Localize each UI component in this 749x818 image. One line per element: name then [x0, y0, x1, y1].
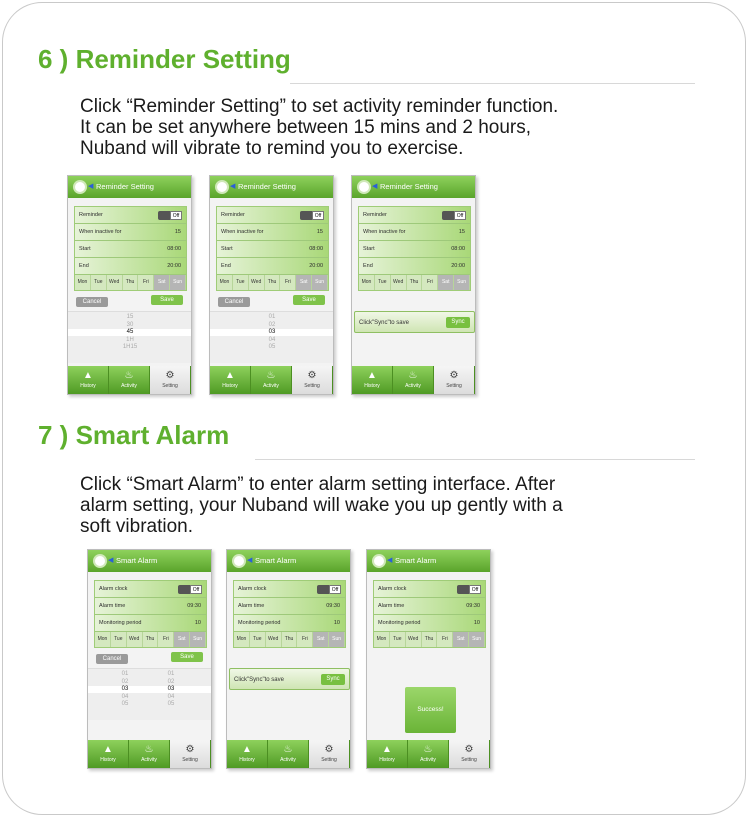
toggle-state: Off [190, 585, 202, 594]
picker-option[interactable]: 03 [121, 686, 129, 692]
picker-option[interactable]: 02 [121, 678, 129, 685]
sync-prompt-text: Click"Sync"to save [359, 320, 409, 326]
gear-icon: ⚙ [464, 744, 474, 755]
row-label: Reminder [221, 212, 245, 218]
row-value: 09:30 [326, 603, 340, 609]
tab-label: Activity [263, 383, 279, 389]
bottom-tab-bar [367, 740, 490, 768]
row-label: Monitoring period [378, 620, 421, 626]
settings-row[interactable] [234, 581, 345, 598]
row-label: Monitoring period [99, 620, 142, 626]
toggle-switch[interactable] [457, 585, 481, 594]
toggle-switch[interactable] [300, 211, 324, 220]
chart-icon: ▲ [225, 370, 235, 381]
weekday-toggle[interactable]: Mon [359, 275, 375, 290]
toggle-state: Off [312, 211, 324, 220]
picker-option[interactable]: 1H [126, 336, 134, 343]
weekday-toggle[interactable]: Wed [406, 632, 422, 647]
picker-option[interactable]: 05 [167, 701, 175, 707]
row-value: 09:30 [187, 603, 201, 609]
tab-setting[interactable] [170, 740, 211, 768]
row-label: When inactive for [221, 229, 264, 235]
toggle-state: Off [469, 585, 481, 594]
phone-screenshot [67, 175, 192, 395]
row-label: Reminder [79, 212, 103, 218]
tab-label: History [379, 757, 395, 763]
weekday-toggle[interactable]: Sun [454, 275, 470, 290]
sync-prompt [354, 311, 475, 333]
weekday-toggle[interactable]: Tue [233, 275, 249, 290]
tab-history[interactable] [227, 740, 268, 768]
flame-icon: ♨ [124, 370, 134, 381]
settings-row[interactable] [359, 241, 470, 258]
tab-label: Activity [405, 383, 421, 389]
picker-option[interactable]: 15 [126, 314, 134, 320]
weekday-toggle[interactable]: Mon [75, 275, 91, 290]
tab-label: Activity [121, 383, 137, 389]
tab-setting[interactable] [449, 740, 490, 768]
phone-screenshot [351, 175, 476, 395]
tab-label: History [239, 757, 255, 763]
section-heading-alarm: 7 ) Smart Alarm [38, 420, 230, 450]
gear-icon: ⚙ [449, 370, 459, 381]
row-value: 15 [174, 229, 181, 235]
bottom-tab-bar [227, 740, 350, 768]
screen-title: Reminder Setting [96, 182, 154, 191]
settings-row[interactable] [374, 615, 485, 632]
toggle-switch[interactable] [317, 585, 341, 594]
value-picker[interactable] [210, 311, 333, 363]
row-label: Start [363, 246, 375, 252]
row-label: Alarm clock [238, 586, 267, 592]
app-logo-icon [215, 180, 229, 194]
row-value: 09:30 [466, 603, 480, 609]
save-button[interactable]: Save [293, 295, 325, 305]
settings-row[interactable] [95, 615, 206, 632]
row-label: End [363, 263, 373, 269]
tab-history[interactable] [88, 740, 129, 768]
row-label: Alarm time [99, 603, 126, 609]
chart-icon: ▲ [242, 744, 252, 755]
picker-option[interactable]: 04 [167, 693, 175, 700]
weekday-toggle[interactable]: Thu [123, 275, 139, 290]
flame-icon: ♨ [423, 744, 433, 755]
weekday-toggle[interactable]: Mon [374, 632, 390, 647]
screen-title: Smart Alarm [395, 556, 437, 565]
tab-setting[interactable] [434, 366, 475, 394]
row-label: Reminder [363, 212, 387, 218]
weekday-toggle[interactable]: Thu [407, 275, 423, 290]
weekday-toggle[interactable]: Mon [95, 632, 111, 647]
screen-title: Smart Alarm [255, 556, 297, 565]
phone-screenshot [209, 175, 334, 395]
picker-option[interactable]: 45 [126, 329, 134, 335]
picker-column[interactable] [156, 671, 186, 709]
row-label: Monitoring period [238, 620, 281, 626]
weekday-toggle[interactable]: Fri [422, 275, 438, 290]
row-value: 10 [473, 620, 480, 626]
success-message: Success! [405, 687, 456, 733]
picker-option[interactable]: 03 [268, 329, 276, 335]
weekday-toggle[interactable]: Wed [127, 632, 143, 647]
weekday-toggle[interactable]: Sat [438, 275, 454, 290]
bottom-tab-bar [352, 366, 475, 394]
row-label: When inactive for [79, 229, 122, 235]
row-value: 10 [194, 620, 201, 626]
app-logo-icon [93, 554, 107, 568]
weekday-toggle[interactable]: Tue [91, 275, 107, 290]
weekday-toggle[interactable]: Tue [375, 275, 391, 290]
tab-activity[interactable] [268, 740, 309, 768]
tab-history[interactable] [352, 366, 393, 394]
picker-option[interactable]: 02 [268, 321, 276, 328]
row-value: 08:00 [309, 246, 323, 252]
row-value: 10 [333, 620, 340, 626]
tab-history[interactable] [210, 366, 251, 394]
weekday-toggle[interactable]: Thu [282, 632, 298, 647]
app-title-bar [352, 176, 475, 198]
weekday-toggle[interactable]: Thu [265, 275, 281, 290]
weekday-toggle[interactable]: Thu [143, 632, 159, 647]
weekday-toggle[interactable]: Wed [391, 275, 407, 290]
flame-icon: ♨ [283, 744, 293, 755]
paragraph-line: soft vibration. [80, 516, 193, 537]
toggle-switch[interactable] [178, 585, 202, 594]
settings-row[interactable] [217, 258, 328, 275]
gear-icon: ⚙ [165, 370, 175, 381]
settings-row[interactable] [75, 241, 186, 258]
settings-row[interactable] [217, 207, 328, 224]
picker-option[interactable]: 03 [167, 686, 175, 692]
phone-screenshot [366, 549, 491, 769]
tab-label: History [100, 757, 116, 763]
row-label: Alarm time [238, 603, 265, 609]
weekday-toggle[interactable]: Tue [390, 632, 406, 647]
flame-icon: ♨ [408, 370, 418, 381]
settings-row[interactable] [75, 207, 186, 224]
tab-label: History [80, 383, 96, 389]
cancel-button[interactable]: Cancel [76, 297, 108, 307]
settings-row[interactable] [374, 581, 485, 598]
row-label: Alarm clock [378, 586, 407, 592]
weekday-toggle[interactable]: Wed [249, 275, 265, 290]
settings-row[interactable] [359, 207, 470, 224]
tab-activity[interactable] [408, 740, 449, 768]
row-value: 15 [316, 229, 323, 235]
app-title-bar [227, 550, 350, 572]
weekday-toggle[interactable]: Fri [437, 632, 453, 647]
picker-option[interactable]: 02 [167, 678, 175, 685]
section-paragraph-reminder [80, 96, 680, 159]
back-arrow-icon[interactable]: ◀ [247, 557, 253, 564]
row-label: Start [221, 246, 233, 252]
bottom-tab-bar [210, 366, 333, 394]
sync-prompt [229, 668, 350, 690]
row-value: 08:00 [167, 246, 181, 252]
settings-row[interactable] [234, 598, 345, 615]
picker-option[interactable]: 01 [167, 671, 175, 677]
picker-selection-bar [88, 686, 211, 693]
weekday-selector [374, 632, 485, 647]
save-button[interactable]: Save [171, 652, 203, 662]
row-value: 20:00 [167, 263, 181, 269]
picker-option[interactable]: 01 [121, 671, 129, 677]
tab-activity[interactable] [109, 366, 150, 394]
settings-list [358, 206, 471, 291]
weekday-selector [75, 275, 186, 290]
phone-screenshot [87, 549, 212, 769]
phone-screenshot [226, 549, 351, 769]
save-button[interactable]: Save [151, 295, 183, 305]
weekday-toggle[interactable]: Mon [234, 632, 250, 647]
weekday-toggle[interactable]: Thu [422, 632, 438, 647]
back-arrow-icon[interactable]: ◀ [88, 183, 94, 190]
picker-column[interactable] [115, 314, 145, 352]
tab-label: Setting [321, 757, 337, 763]
settings-list [216, 206, 329, 291]
settings-row[interactable] [234, 615, 345, 632]
row-value: 20:00 [451, 263, 465, 269]
weekday-toggle[interactable]: Wed [266, 632, 282, 647]
section-paragraph-alarm [80, 474, 680, 537]
row-label: End [79, 263, 89, 269]
flame-icon: ♨ [144, 744, 154, 755]
tab-activity[interactable] [393, 366, 434, 394]
settings-row[interactable] [95, 598, 206, 615]
tab-label: Setting [162, 383, 178, 389]
weekday-toggle[interactable]: Mon [217, 275, 233, 290]
settings-row[interactable] [217, 241, 328, 258]
tab-label: Setting [304, 383, 320, 389]
row-value: 20:00 [309, 263, 323, 269]
weekday-toggle[interactable]: Sun [469, 632, 485, 647]
app-title-bar [68, 176, 191, 198]
tab-label: History [364, 383, 380, 389]
tab-activity[interactable] [251, 366, 292, 394]
tab-setting[interactable] [292, 366, 333, 394]
tab-label: History [222, 383, 238, 389]
flame-icon: ♨ [266, 370, 276, 381]
picker-option[interactable]: 04 [121, 693, 129, 700]
weekday-toggle[interactable]: Fri [297, 632, 313, 647]
settings-row[interactable] [217, 224, 328, 241]
picker-option[interactable]: 1H15 [122, 344, 138, 350]
settings-list [373, 580, 486, 648]
app-logo-icon [73, 180, 87, 194]
weekday-selector [234, 632, 345, 647]
back-arrow-icon[interactable]: ◀ [230, 183, 236, 190]
section-heading-reminder: 6 ) Reminder Setting [38, 44, 291, 74]
screen-title: Reminder Setting [238, 182, 296, 191]
heading-divider [290, 83, 695, 84]
cancel-button[interactable]: Cancel [218, 297, 250, 307]
paragraph-line: Click “Smart Alarm” to enter alarm setting interface. After [80, 474, 556, 495]
settings-list [94, 580, 207, 648]
gear-icon: ⚙ [185, 744, 195, 755]
settings-list [74, 206, 187, 291]
settings-row[interactable] [75, 258, 186, 275]
weekday-toggle[interactable]: Tue [250, 632, 266, 647]
tab-setting[interactable] [309, 740, 350, 768]
screen-title: Smart Alarm [116, 556, 158, 565]
row-label: When inactive for [363, 229, 406, 235]
tab-label: Activity [280, 757, 296, 763]
tab-history[interactable] [68, 366, 109, 394]
row-label: End [221, 263, 231, 269]
app-title-bar [210, 176, 333, 198]
sync-prompt-text: Click"Sync"to save [234, 677, 284, 683]
gear-icon: ⚙ [324, 744, 334, 755]
picker-option[interactable]: 05 [268, 344, 276, 350]
picker-column[interactable] [257, 314, 287, 352]
chart-icon: ▲ [382, 744, 392, 755]
tab-activity[interactable] [129, 740, 170, 768]
toggle-switch[interactable] [158, 211, 182, 220]
weekday-toggle[interactable]: Sun [170, 275, 186, 290]
weekday-toggle[interactable]: Sun [329, 632, 345, 647]
weekday-toggle[interactable]: Tue [111, 632, 127, 647]
tab-label: Setting [446, 383, 462, 389]
app-title-bar [88, 550, 211, 572]
weekday-toggle[interactable]: Wed [107, 275, 123, 290]
picker-option[interactable]: 01 [268, 314, 276, 320]
sync-button[interactable]: Sync [446, 317, 470, 328]
bottom-tab-bar [68, 366, 191, 394]
tab-setting[interactable] [150, 366, 191, 394]
weekday-toggle[interactable]: Sun [312, 275, 328, 290]
chart-icon: ▲ [103, 744, 113, 755]
bottom-tab-bar [88, 740, 211, 768]
weekday-toggle[interactable]: Sat [174, 632, 190, 647]
row-label: Alarm time [378, 603, 405, 609]
settings-list [233, 580, 346, 648]
weekday-toggle[interactable]: Sat [313, 632, 329, 647]
weekday-selector [359, 275, 470, 290]
paragraph-line: Nuband will vibrate to remind you to exercise. [80, 138, 464, 159]
settings-row[interactable] [359, 258, 470, 275]
value-picker[interactable] [68, 311, 191, 363]
toggle-state: Off [329, 585, 341, 594]
weekday-toggle[interactable]: Sun [190, 632, 206, 647]
chart-icon: ▲ [367, 370, 377, 381]
row-label: Alarm clock [99, 586, 128, 592]
settings-row[interactable] [95, 581, 206, 598]
paragraph-line: It can be set anywhere between 15 mins and 2 hours, [80, 117, 531, 138]
weekday-toggle[interactable]: Fri [158, 632, 174, 647]
screen-title: Reminder Setting [380, 182, 438, 191]
app-title-bar [367, 550, 490, 572]
sync-button[interactable]: Sync [321, 674, 345, 685]
paragraph-line: alarm setting, your Nuband will wake you up gently with a [80, 495, 563, 516]
tab-history[interactable] [367, 740, 408, 768]
picker-column[interactable] [110, 671, 140, 709]
settings-row[interactable] [359, 224, 470, 241]
value-picker[interactable] [88, 668, 211, 720]
app-logo-icon [372, 554, 386, 568]
row-label: Start [79, 246, 91, 252]
back-arrow-icon[interactable]: ◀ [108, 557, 114, 564]
row-value: 15 [458, 229, 465, 235]
gear-icon: ⚙ [307, 370, 317, 381]
weekday-toggle[interactable]: Sat [154, 275, 170, 290]
settings-row[interactable] [75, 224, 186, 241]
heading-divider [255, 459, 695, 460]
weekday-selector [217, 275, 328, 290]
row-value: 08:00 [451, 246, 465, 252]
toggle-state: Off [170, 211, 182, 220]
app-logo-icon [357, 180, 371, 194]
weekday-toggle[interactable]: Fri [280, 275, 296, 290]
cancel-button[interactable]: Cancel [96, 654, 128, 664]
weekday-toggle[interactable]: Fri [138, 275, 154, 290]
tab-label: Activity [420, 757, 436, 763]
toggle-state: Off [454, 211, 466, 220]
tab-label: Setting [461, 757, 477, 763]
weekday-selector [95, 632, 206, 647]
picker-option[interactable]: 04 [268, 336, 276, 343]
back-arrow-icon[interactable]: ◀ [372, 183, 378, 190]
tab-label: Setting [182, 757, 198, 763]
picker-option[interactable]: 30 [126, 321, 134, 328]
toggle-switch[interactable] [442, 211, 466, 220]
picker-option[interactable]: 05 [121, 701, 129, 707]
paragraph-line: Click “Reminder Setting” to set activity reminder function. [80, 96, 559, 117]
app-logo-icon [232, 554, 246, 568]
tab-label: Activity [141, 757, 157, 763]
weekday-toggle[interactable]: Sat [453, 632, 469, 647]
weekday-toggle[interactable]: Sat [296, 275, 312, 290]
back-arrow-icon[interactable]: ◀ [387, 557, 393, 564]
chart-icon: ▲ [83, 370, 93, 381]
settings-row[interactable] [374, 598, 485, 615]
